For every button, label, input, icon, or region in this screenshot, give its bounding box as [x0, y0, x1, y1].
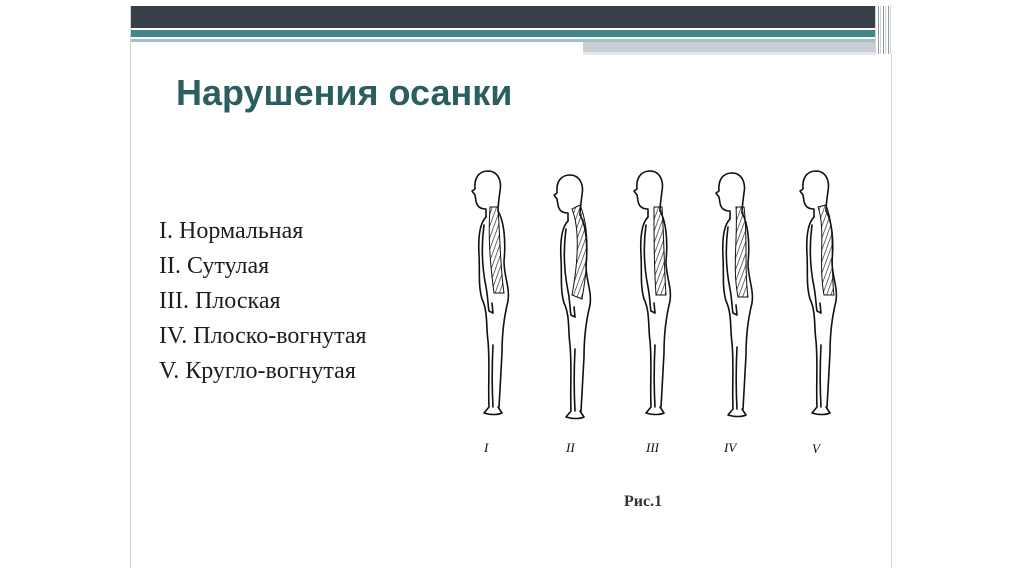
posture-type-2: II. Сутулая: [159, 253, 270, 279]
slide-title: Нарушения осанки: [176, 72, 513, 113]
posture-type-1: I. Нормальная: [159, 218, 304, 244]
figure-label-2: II: [566, 440, 575, 455]
figure-label-4: IV: [724, 440, 737, 455]
figure-label-5: V: [812, 441, 820, 456]
slide: [130, 6, 892, 568]
header-teal-bar: [131, 30, 875, 37]
figure-normal: [472, 171, 508, 455]
figure-flat: [634, 171, 670, 455]
figure-label-3: III: [646, 440, 659, 455]
figure-caption: Рис.1: [624, 493, 663, 510]
figure-label-1: I: [484, 440, 489, 455]
header-gray-bar: [583, 42, 875, 52]
header-dark-bar: [131, 6, 875, 28]
figure-stooped: [554, 175, 590, 455]
figure-round-concave: [800, 171, 836, 456]
posture-type-4: IV. Плоско-вогнутая: [159, 323, 367, 349]
posture-types-list: [159, 214, 367, 389]
header-stripes: [875, 6, 892, 54]
header-gray-line: [583, 52, 875, 55]
posture-type-3: III. Плоская: [159, 288, 281, 314]
posture-type-5: V. Кругло-вогнутая: [159, 358, 356, 384]
posture-figures-illustration: [456, 161, 866, 461]
figure-flat-concave: [716, 173, 752, 455]
